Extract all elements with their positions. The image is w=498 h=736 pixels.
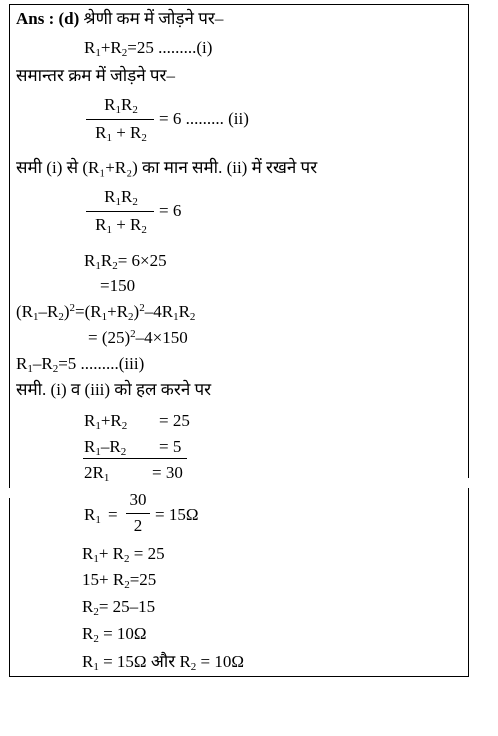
substitution-text: समी (i) से (R₁+R₂) का मान समी. (ii) में रखने पर <box>16 158 318 177</box>
equation-iii: $R_1-R_2=5$ .........(iii) <box>16 354 145 375</box>
fraction-numerator: $R_1R_2$ <box>104 95 138 116</box>
fraction-denominator: 2 <box>133 516 143 535</box>
parallel-text: समान्तर क्रम में जोड़ने पर– <box>16 66 175 85</box>
addition-row-2-rhs: = 5 <box>159 437 182 456</box>
r1-fraction <box>124 490 154 540</box>
r1-result: = 15Ω <box>155 505 199 524</box>
series-text: श्रेणी कम में जोड़ने पर– <box>83 9 224 28</box>
solve-text: समी. (i) व (iii) को हल करने पर <box>16 380 212 399</box>
final-answer-line: $R_1 = 15\Omega$ और $R_2 = 10\Omega$ <box>82 652 245 673</box>
fraction-numerator: 30 <box>129 490 147 509</box>
addition-result-rhs: = 30 <box>152 463 183 482</box>
addition-row-2: $R_1-R_2$ <box>84 437 127 458</box>
final-line-4: $R_2 = 10\Omega$ <box>82 624 147 645</box>
r1-equals: = <box>108 505 118 524</box>
fraction-denominator: $R_1 + R_2$ <box>95 215 147 236</box>
equation-ii-rhs: = 6 ......... (ii) <box>159 109 249 128</box>
difference-squared-value: = $(25)^2-4\times 150$ <box>88 328 188 347</box>
final-line-2: $15+ R_2=25$ <box>82 570 157 591</box>
answer-line <box>16 9 223 29</box>
equation-ii-fraction <box>86 95 156 147</box>
product-line: $R_1R_2= 6\times 25$ <box>84 251 167 272</box>
fraction-bar <box>86 119 154 120</box>
fraction-bar <box>86 211 154 212</box>
product-value: =150 <box>100 276 136 295</box>
final-line-1: $R_1+ R_2 = 25$ <box>82 544 165 565</box>
fraction-numerator: $R_1R_2$ <box>104 187 138 208</box>
addition-underline <box>83 458 187 459</box>
substituted-fraction <box>86 187 156 239</box>
border-gap-left <box>8 488 11 498</box>
r1-lhs: $R_1$ <box>84 505 101 526</box>
fraction-bar <box>126 513 150 514</box>
fraction-denominator: $R_1 + R_2$ <box>95 123 147 144</box>
difference-squared-line: $(R_1-R_2)^2=(R_1+R_2)^2-4R_1R_2$ <box>16 302 196 323</box>
border-gap-right <box>467 478 470 488</box>
answer-box <box>9 4 469 677</box>
substituted-rhs: = 6 <box>159 201 182 220</box>
equation-i: $R_1+R_2=25$ .........(i) <box>84 38 213 59</box>
addition-result: $2R_1$ <box>84 463 110 484</box>
final-line-3: $R_2= 25-15$ <box>82 597 156 618</box>
addition-row-1: $R_1+R_2$ <box>84 411 128 432</box>
addition-row-1-rhs: = 25 <box>159 411 190 430</box>
answer-label: Ans : (d) <box>16 9 80 28</box>
